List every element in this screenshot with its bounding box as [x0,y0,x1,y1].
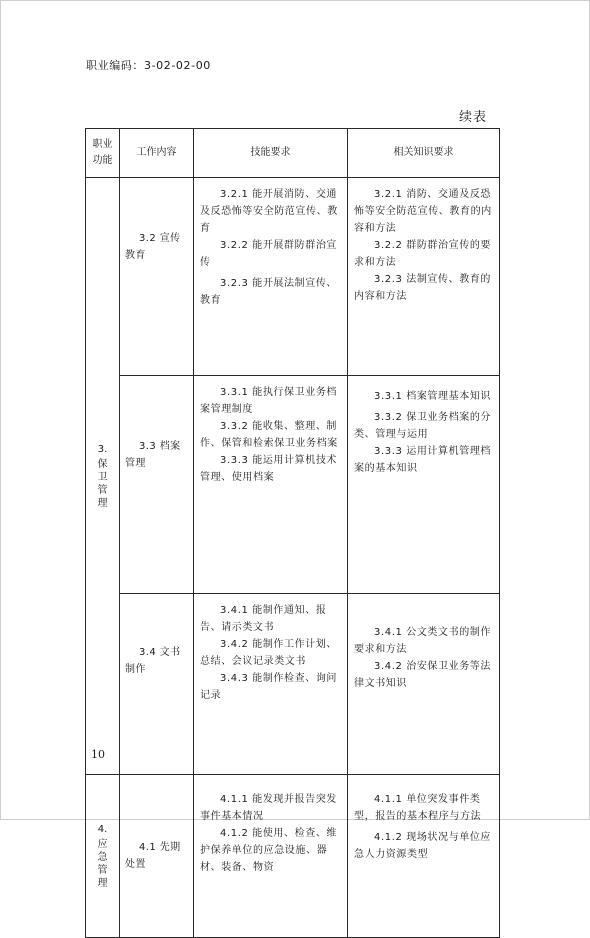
skill-item: 3.3.3 能运用计算机技术管理、使用档案 [200,455,338,483]
page-number: 10 [91,748,105,761]
skill-item: 3.2.2 能开展群防群治宣传 [200,240,338,268]
work-content-cell [120,376,194,594]
work-content-cell [120,594,194,775]
function-name: 保卫管理 [97,458,108,509]
knowledge-item: 3.3.2 保卫业务档案的分类、管理与运用 [354,412,492,440]
knowledge-item: 4.1.2 现场状况与单位应急人力资源类型 [354,832,492,860]
work-name-b: 处置 [125,859,146,870]
function-number: 3. [97,443,108,455]
work-content-cell [120,178,194,376]
continued-label: 续表 [459,110,488,125]
skill-item: 3.3.1 能执行保卫业务档案管理制度 [200,387,338,415]
skills-cell [194,376,348,594]
work-name-b: 管理 [125,458,146,469]
work-number: 3.3 [139,441,157,452]
knowledge-item: 3.3.1 档案管理基本知识 [374,391,492,402]
knowledge-item: 4.1.1 单位突发事件类型，报告的基本程序与方法 [354,794,482,822]
col-header-function: 职业功能 [86,129,120,178]
skills-table [85,128,500,938]
col-header-knowledge: 相关知识要求 [348,129,500,178]
table-row [86,594,500,775]
function-name: 应急管理 [97,838,108,889]
skill-item: 4.1.1 能发现并报告突发事件基本情况 [200,794,338,822]
knowledge-item: 3.2.1 消防、交通及反恐怖等安全防范宣传、教育的内容和方法 [354,189,492,234]
function-cell-emergency [86,775,120,938]
knowledge-item: 3.4.1 公文类文书的制作要求和方法 [354,627,492,655]
table-row [86,178,500,376]
col-header-work: 工作内容 [120,129,194,178]
work-name-a: 文书 [159,647,181,658]
knowledge-item: 3.4.2 治安保卫业务等法律文书知识 [354,661,492,689]
knowledge-cell [348,775,500,938]
col-header-skills: 技能要求 [194,129,348,178]
work-name-b: 制作 [125,664,146,675]
work-name-a: 先期 [159,842,181,853]
knowledge-item: 3.3.3 运用计算机管理档案的基本知识 [354,446,492,474]
work-name-a: 档案 [159,441,181,452]
knowledge-item: 3.2.2 群防群治宣传的要求和方法 [354,240,492,268]
table-row [86,376,500,594]
knowledge-cell [348,376,500,594]
skill-item: 4.1.2 能使用、检查、维护保养单位的应急设施、器材、装备、物资 [200,828,338,873]
knowledge-cell [348,178,500,376]
skill-item: 3.3.2 能收集、整理、制作、保管和检索保卫业务档案 [200,421,338,449]
skills-cell [194,594,348,775]
work-content-cell [120,775,194,938]
skill-item: 3.4.2 能制作工作计划、总结、会议记录类文书 [200,639,338,667]
skill-item: 3.2.1 能开展消防、交通及反恐怖等安全防范宣传、教育 [200,189,338,234]
knowledge-item: 3.2.3 法制宣传、教育的内容和方法 [354,274,492,302]
table-row [86,775,500,938]
work-name-b: 教育 [125,250,146,261]
function-cell-security [86,178,120,775]
knowledge-cell [348,594,500,775]
occupation-code: 职业编码：3-02-02-00 [86,59,211,72]
work-name-a: 宣传 [159,233,181,244]
skills-cell [194,178,348,376]
skill-item: 3.4.3 能制作检查、询问记录 [200,673,338,701]
work-number: 4.1 [139,842,157,853]
function-number: 4. [97,823,108,835]
skill-item: 3.4.1 能制作通知、报告、请示类文书 [200,605,327,633]
skills-cell [194,775,348,938]
table-header-row [86,129,500,178]
work-number: 3.2 [139,233,157,244]
skill-item: 3.2.3 能开展法制宣传、教育 [200,278,338,306]
work-number: 3.4 [139,647,157,658]
